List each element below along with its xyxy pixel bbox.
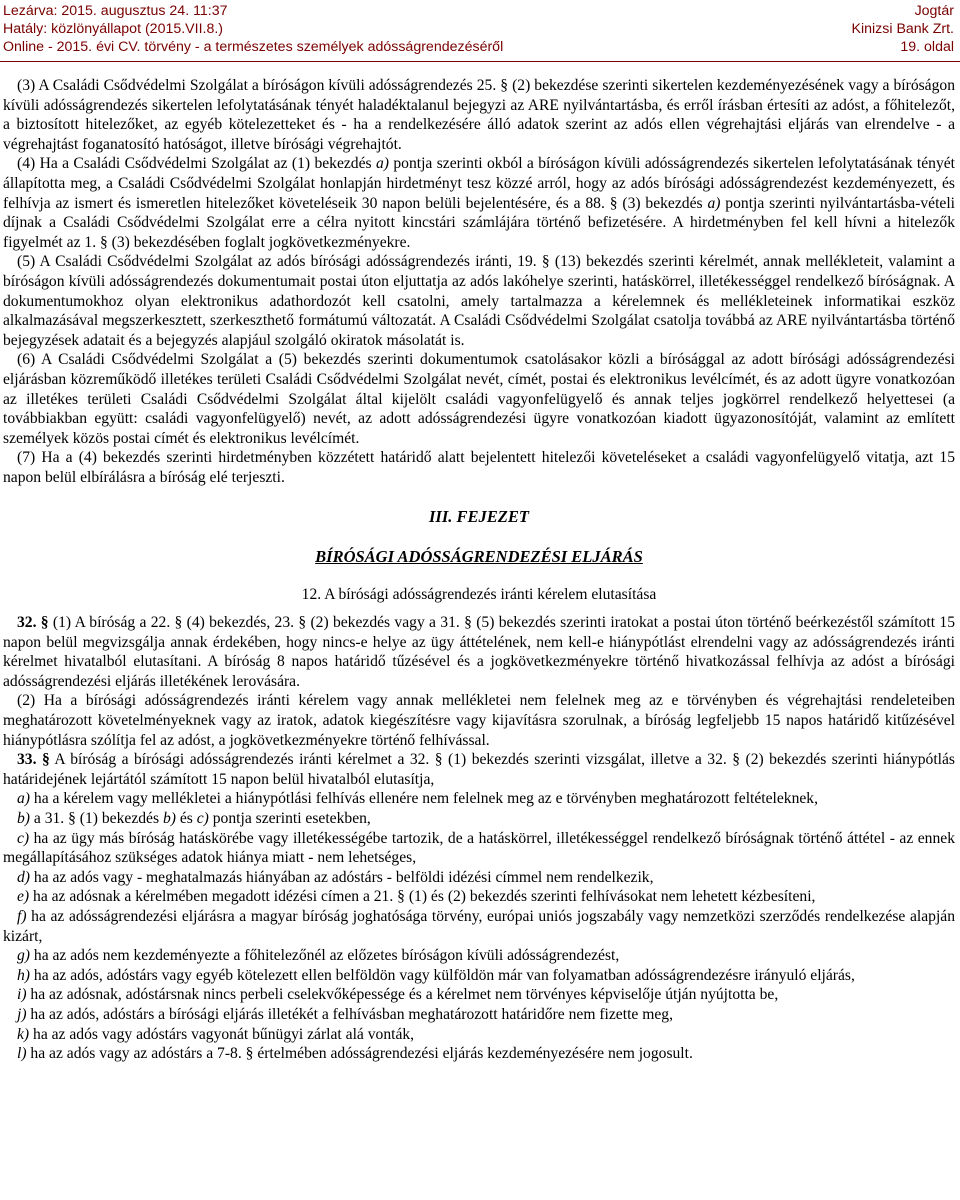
list-item-d <box>3 868 955 888</box>
section-subtitle: 12. A bírósági adósságrendezés iránti kérelem elutasítása <box>301 586 657 604</box>
list-item-i <box>3 985 955 1005</box>
point-text: ha az adós nem kezdeményezte a főhitelezőnél az előzetes bíróságon kívüli adósságrendezést, <box>30 947 620 965</box>
chapter-title: BÍRÓSÁGI ADÓSSÁGRENDEZÉSI ELJÁRÁS <box>315 547 643 567</box>
list-item-j <box>3 1005 955 1025</box>
point-text: ha az adósnak a kérelmében megadott idézési címen a 21. § (1) és (2) bekezdés szerinti felhívásokat nem lehetett kézbesíteni, <box>29 888 816 906</box>
list-item-b <box>3 809 955 829</box>
point-label: d) <box>17 868 30 886</box>
point-label: e) <box>17 888 30 906</box>
point-text: ha az adós vagy az adóstárs a 7-8. § értelmében adósságrendezési eljárás kezdeményezésére nem jogosult. <box>26 1045 693 1063</box>
point-text: ha az adós, adóstárs a bírósági eljárás illetékét a felhívásban meghatározott határidőre nem fizette meg, <box>26 1005 673 1023</box>
section-33-intro-text: A bíróság a bírósági adósságrendezés iránti kérelmet a 32. § (1) bekezdés szerinti vizsgálat, illetve a 32. § (2) bekezdés szerinti hiánypótlás határidejének lejártától számított 15 napon belül hivatalból elutasítja, <box>3 751 956 788</box>
list-item-h <box>3 966 955 986</box>
point-label: b) <box>17 810 30 827</box>
point-label: j) <box>17 1005 27 1023</box>
point-text: ha a kérelem vagy mellékletei a hiánypótlási felhívás ellenére nem felelnek meg az e törvényben meghatározott feltételeknek, <box>30 790 818 808</box>
point-label: c) <box>196 810 209 827</box>
point-text: ha az adósságrendezési eljárásra a magyar bíróság joghatósága törvény, európai uniós jogszabály vagy nemzetközi szerződés rendelkezése alapján kizárt, <box>3 907 955 945</box>
point-label: c) <box>17 829 30 847</box>
header-licensee: Kinizsi Bank Zrt. <box>851 21 954 37</box>
paragraph-3: (3) A Családi Csődvédelmi Szolgálat a bíróságon kívüli adósságrendezés 25. § (2) bekezdése szerinti sikertelen kezdeményezésének vagy a bíróságon kívüli adósságrendezés sikertelen lefolytatásának tényét haladéktalanul bejegyzi az ARE nyilvántartásba, és erről írásban értesíti az adóst, a főhitelezőt, a biztosított hitelezőket, az egyéb kötelezetteket és - ha a rendelkezésére álló adatok szerint az adós ellen végrehajtási eljárás van elrendelve - a végrehajtást foganatosító hatóságot, illetve bírósági végrehajtót. <box>3 77 955 153</box>
paragraph-4-part-a: (4) Ha a Családi Csődvédelmi Szolgálat az (1) bekezdés <box>17 155 376 173</box>
list-item-a <box>3 789 955 809</box>
header-app-name: Jogtár <box>914 3 954 19</box>
header-right <box>852 2 955 56</box>
header-law-title: Online - 2015. évi CV. törvény - a természetes személyek adósságrendezéséről <box>3 39 504 55</box>
list-item-k <box>3 1025 955 1045</box>
point-text: és <box>175 810 197 827</box>
point-text: ha az adósnak, adóstársnak nincs perbeli cselekvőképessége és a kérelmet nem törvényes képviselője útján nyújtotta be, <box>26 986 779 1004</box>
point-text: pontja szerinti esetekben, <box>208 810 371 827</box>
header-divider <box>0 61 960 62</box>
point-label: b) <box>162 810 176 827</box>
header-page-number: 19. oldal <box>900 39 954 55</box>
paragraph-5: (5) A Családi Csődvédelmi Szolgálat az adós bírósági adósságrendezés iránti, 19. § (13) bekezdés szerinti kérelmét, annak mellékleteit, valamint a bíróságon kívüli adósságrendezés dokumentumait postai úton eljuttatja az adós lakóhelye szerinti, hatáskörrel, illetékességgel rendelkező bíróságnak. A dokumentumokhoz olyan elektronikus adathordozót kell csatolni, amely tartalmazza a kérelemnek és mellékleteinek informatikai eszköz alkalmazásával megszerkesztett, szerkeszthető formátumú változatát. A Családi Csődvédelmi Szolgálat csatolja továbbá az ARE nyilvántartásba történő bejegyzések adatait és a bejegyzés alapjául szolgáló okiratok másolatát is. <box>3 253 955 349</box>
paragraph-7: (7) Ha a (4) bekezdés szerinti hirdetményben közzétett határidő alatt bejelentett hitelezői követeléseket a családi vagyonfelügyelő vitatja, azt 15 napon belül elbírálásra a bíróság elé terjeszti. <box>3 449 955 486</box>
list-item-g <box>3 946 955 966</box>
paragraph-4-part-b: pontja szerinti okból a bíróságon kívüli adósságrendezés sikertelen lefolytatásának tényét állapította meg, a Családi Csődvédelmi Szolgálat honlapján hirdetményt tesz közzé arról, hogy az adós bírósági adósságrendezést kezdeményezett, és felhívja az ismert és ismeretlen hitelezőket követeléseik 30 napon belüli bejelentésére, és a 88. § (3) bekezdés <box>3 155 956 212</box>
point-text: ha az adós vagy - meghatalmazás hiányában az adóstárs - belföldi idézési címmel nem rendelkezik, <box>30 868 654 886</box>
point-label: g) <box>17 947 30 965</box>
section-32-paragraph-1 <box>3 613 955 691</box>
list-item-f <box>3 907 955 946</box>
point-label: h) <box>17 966 30 984</box>
point-label: a) <box>375 155 389 173</box>
section-number: 32. § <box>17 614 49 632</box>
point-text: ha az adós, adóstárs vagy egyéb kötelezett ellen belföldön vagy külföldön már van folyamatban adósságrendezésre irányuló eljárás, <box>30 966 855 984</box>
point-label: f) <box>17 907 27 925</box>
header-closed-date: Lezárva: 2015. augusztus 24. 11:37 <box>3 3 228 19</box>
section-32-text-1: (1) A bíróság a 22. § (4) bekezdés, 23. § (2) bekezdés vagy a 31. § (5) bekezdés szerinti iratokat a postai úton történő beérkezéstől számított 15 napon belül megvizsgálja annak érdekében, hogy nincs-e helye az ügy áttételének, nem kell-e hiánypótlást elrendelni vagy az adósságrendezés iránti kérelmet hivatalból elutasítani. A bíróság 8 napos határidő tűzésével és a jogkövetkezményekre történő hivatkozással felhívja az adóst a bírósági adósságrendezési eljárás illetékének lerovására. <box>3 614 955 690</box>
chapter-number: III. FEJEZET <box>429 507 529 527</box>
point-label: a) <box>707 194 721 212</box>
point-text: ha az ügy más bíróság hatáskörébe vagy illetékességébe tartozik, de a hatáskörrel, illetékességgel rendelkező bíróságnak történő áttétel - az ennek megállapításához szükséges adatok hiánya miatt - nem lehetséges, <box>3 829 955 867</box>
point-label: i) <box>17 986 27 1004</box>
document-header <box>0 0 960 62</box>
section-32-paragraph-2: (2) Ha a bírósági adósságrendezés iránti kérelem vagy annak mellékletei nem felelnek meg az e törvényben és végrehajtási rendeleteiben meghatározott követelményeknek vagy az iratok, adatok kiegészítésre vagy kijavításra szorulnak, a bíróság legfeljebb 15 napos határidő kitűzésével hiánypótlásra szólítja fel az adóst, a jogkövetkezményekre történő felhívással. <box>3 692 955 749</box>
point-text: a 31. § (1) bekezdés <box>30 810 163 827</box>
paragraph-6: (6) A Családi Csődvédelmi Szolgálat a (5) bekezdés szerinti dokumentumok csatolásakor közli a bírósággal az adott bírósági adósságrendezési eljárásban közreműködő illetékes területi Családi Csődvédelmi Szolgálat nevét, címét, postai és elektronikus levélcímét, és az adott ügyre vonatkozóan az illetékes területi Családi Csődvédelmi Szolgálat által kijelölt családi vagyonfelügyelő és annak teljes jogkörrel rendelkező helyettesei (a továbbiakban együtt: családi vagyonfelügyelő) nevét, az adott adósságrendezési ügyre vonatkozóan kiadott ügyazonosítóját, valamint az említett személyek közös postai címét és elektronikus levélcímét. <box>3 351 955 447</box>
point-label: l) <box>17 1045 27 1063</box>
section-number: 33. § <box>17 751 50 769</box>
point-text: ha az adós vagy adóstárs vagyonát bűnügyi zárlat alá vonták, <box>29 1025 415 1043</box>
point-label: k) <box>17 1025 30 1043</box>
header-effect-state: Hatály: közlönyállapot (2015.VII.8.) <box>3 21 224 37</box>
section-33-intro <box>3 750 955 789</box>
list-item-l <box>3 1044 955 1064</box>
document-body <box>3 76 955 1064</box>
list-item-e <box>3 887 955 907</box>
paragraph-4-part-c: pontja szerinti nyilvántartásba-vételi díjnak a Családi Csődvédelmi Szolgálat erre a célra nyitott kincstári számlájára történő befizetésére. A hirdetményben fel kell hívni a hitelezők figyelmét az 1. § (3) bekezdésében foglalt jogkövetkezményekre. <box>3 194 955 251</box>
header-left <box>3 2 503 56</box>
paragraph-4 <box>3 154 955 252</box>
list-item-c <box>3 829 955 868</box>
point-label: a) <box>17 790 30 808</box>
